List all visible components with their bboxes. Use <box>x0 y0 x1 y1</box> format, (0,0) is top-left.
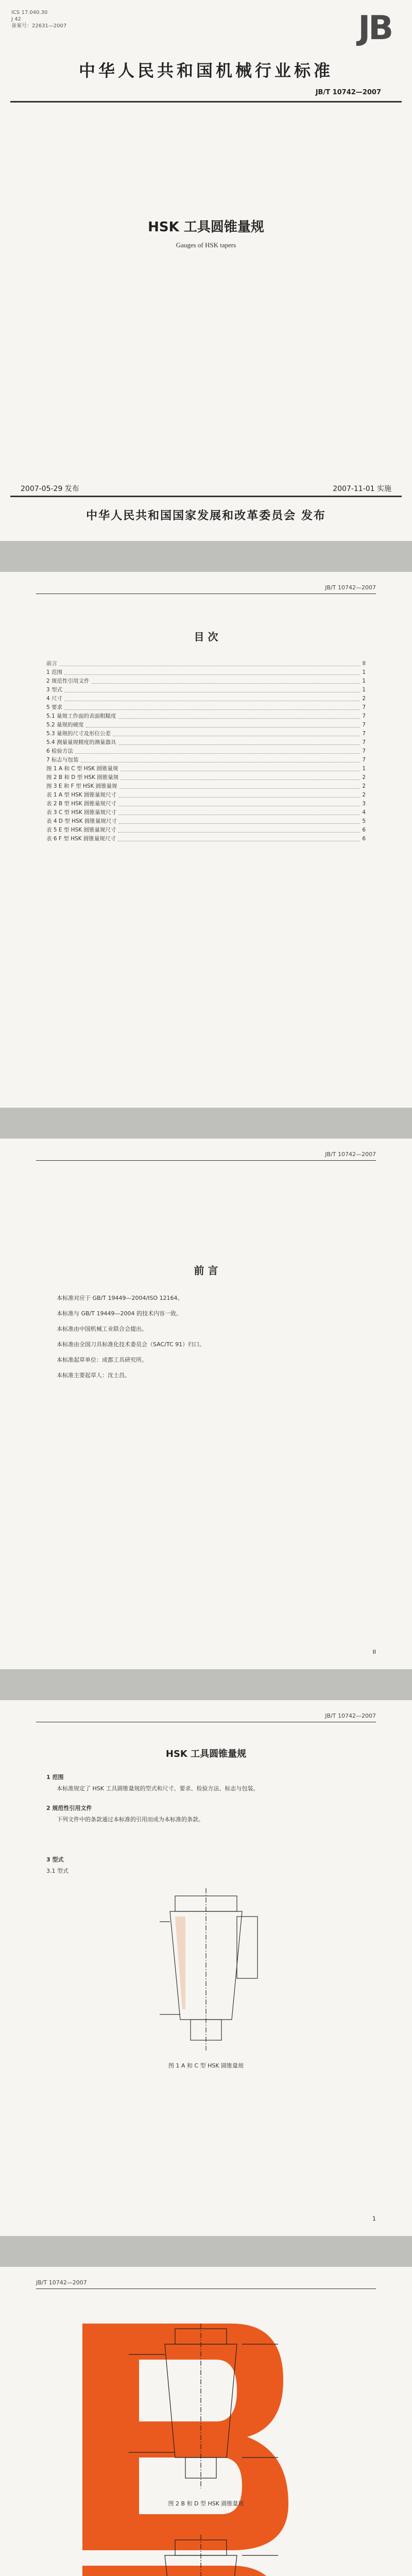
toc-page <box>0 572 412 1108</box>
figure-1-drawing <box>129 1886 283 2056</box>
toc-entry[interactable] <box>46 659 366 668</box>
toc-leader-dots <box>81 756 360 762</box>
foreword-para: 本标准主要起草人：沈士昌。 <box>57 1372 130 1379</box>
toc-entry[interactable] <box>46 808 366 817</box>
toc-entry[interactable] <box>46 826 366 835</box>
toc-entry[interactable] <box>46 765 366 773</box>
toc-entry-title: 2 规范性引用文件 <box>46 678 90 684</box>
toc-entry-page: 7 <box>362 739 366 745</box>
figure-1-caption: 图 1 A 和 C 型 HSK 圆锥量规 <box>168 2062 244 2069</box>
cover-std-no: JB/T 10742—2007 <box>315 89 381 96</box>
toc-entry-page: 7 <box>362 731 366 737</box>
toc-leader-dots <box>119 782 360 789</box>
cover-page <box>0 0 412 541</box>
toc-leader-dots <box>86 721 360 727</box>
toc-entry-page: 7 <box>362 722 366 728</box>
toc-entry[interactable] <box>46 703 366 712</box>
toc-entry-page: II <box>362 660 366 667</box>
page-gap <box>0 1108 412 1139</box>
page-gap <box>0 2236 412 2267</box>
toc-entry-title: 图 3 E 和 F 型 HSK 圆锥量规 <box>46 783 117 789</box>
toc-entry[interactable] <box>46 712 366 721</box>
toc-entry-page: 1 <box>362 669 366 675</box>
toc-list <box>46 659 366 843</box>
toc-entry-page: 6 <box>362 827 366 833</box>
toc-entry-title: 5.4 测量量规精度的测量器具 <box>46 739 116 745</box>
toc-entry[interactable] <box>46 721 366 730</box>
toc-entry[interactable] <box>46 738 366 747</box>
meta-line: 备案号：22631—2007 <box>11 23 67 29</box>
toc-entry[interactable] <box>46 747 366 756</box>
figure-2-drawing <box>113 2324 299 2494</box>
toc-leader-dots <box>118 800 360 806</box>
s2-title: 2 规范性引用文件 <box>46 1805 92 1811</box>
toc-entry-title: 表 2 B 型 HSK 圆锥量规尺寸 <box>46 801 117 807</box>
toc-entry-page: 7 <box>362 757 366 763</box>
toc-entry-title: 表 1 A 型 HSK 圆锥量规尺寸 <box>46 792 116 798</box>
toc-entry[interactable] <box>46 730 366 738</box>
toc-entry[interactable] <box>46 817 366 826</box>
toc-entry-page: 5 <box>362 818 366 824</box>
meta-line: J 42 <box>11 16 21 22</box>
toc-entry-page: 6 <box>362 836 366 842</box>
toc-leader-dots <box>118 791 360 798</box>
s3-1: 3.1 型式 <box>46 1868 68 1874</box>
foreword-para: 本标准与 GB/T 19449—2004 的技术内容一致。 <box>57 1310 182 1317</box>
toc-leader-dots <box>64 703 360 710</box>
toc-entry-title: 5.1 量规工作面的表面粗糙度 <box>46 713 116 719</box>
toc-leader-dots <box>75 747 360 754</box>
toc-entry-title: 5.3 量规的尺寸及形位公差 <box>46 731 111 737</box>
toc-entry[interactable] <box>46 800 366 808</box>
toc-entry[interactable] <box>46 677 366 686</box>
toc-entry-title: 1 范围 <box>46 669 63 675</box>
header-std-no: JB/T 10742—2007 <box>325 584 376 591</box>
toc-leader-dots <box>121 765 360 771</box>
toc-entry[interactable] <box>46 773 366 782</box>
header-std-no: JB/T 10742—2007 <box>325 1151 376 1158</box>
cover-title: 中华人民共和国机械行业标准 <box>78 61 333 80</box>
toc-leader-dots <box>64 686 360 692</box>
toc-leader-dots <box>118 826 360 833</box>
figure-3-drawing <box>113 2535 299 2576</box>
toc-entry-page: 2 <box>362 792 366 798</box>
toc-entry[interactable] <box>46 835 366 843</box>
toc-entry-title: 7 标志与包装 <box>46 757 79 763</box>
toc-entry-title: 表 3 C 型 HSK 圆锥量规尺寸 <box>46 809 117 816</box>
toc-entry-title: 图 2 B 和 D 型 HSK 圆锥量规 <box>46 774 119 781</box>
toc-entry[interactable] <box>46 756 366 765</box>
toc-entry-title: 表 5 E 型 HSK 圆锥量规尺寸 <box>46 827 116 833</box>
page-gap <box>0 541 412 572</box>
toc-entry-title: 表 4 D 型 HSK 圆锥量规尺寸 <box>46 818 117 824</box>
doc-title: HSK 工具圆锥量规 <box>148 219 264 235</box>
page-gap <box>0 1669 412 1700</box>
toc-leader-dots <box>59 659 360 666</box>
toc-entry[interactable] <box>46 791 366 800</box>
published-date: 2007-05-29 发布 <box>21 485 79 493</box>
foreword-heading: 前 言 <box>194 1264 218 1277</box>
toc-entry-page: 1 <box>362 678 366 684</box>
s3-title: 3 型式 <box>46 1856 64 1863</box>
s2-text: 下列文件中的条款通过本标准的引用而成为本标准的条款。 <box>57 1816 204 1823</box>
toc-heading: 目 次 <box>194 631 218 643</box>
toc-entry-page: 7 <box>362 748 366 754</box>
doc-title-en: Gauges of HSK tapers <box>176 241 236 249</box>
foreword-page <box>0 1139 412 1669</box>
page-number: II <box>372 1649 376 1655</box>
foreword-para: 本标准起草单位：成都工具研究所。 <box>57 1357 147 1363</box>
foreword-para: 本标准由中国机械工业联合会提出。 <box>57 1326 147 1332</box>
figures-page <box>0 2267 412 2576</box>
toc-entry-page: 2 <box>362 774 366 781</box>
toc-entry-title: 表 6 F 型 HSK 圆锥量规尺寸 <box>46 836 116 842</box>
header-std-no: JB/T 10742—2007 <box>325 1713 376 1719</box>
meta-line: ICS 17.040.30 <box>11 10 48 15</box>
toc-entry-title: 6 检验方法 <box>46 748 74 754</box>
toc-entry[interactable] <box>46 686 366 694</box>
toc-entry-page: 4 <box>362 809 366 816</box>
section-heading: HSK 工具圆锥量规 <box>165 1749 247 1759</box>
toc-entry-title: 4 尺寸 <box>46 696 63 702</box>
toc-entry[interactable] <box>46 694 366 703</box>
toc-entry-title: 5 要求 <box>46 704 63 710</box>
toc-leader-dots <box>121 773 360 780</box>
toc-entry-page: 1 <box>362 766 366 772</box>
toc-leader-dots <box>118 808 360 815</box>
foreword-para: 本标准对应于 GB/T 19449—2004/ISO 12164。 <box>57 1295 183 1301</box>
toc-leader-dots <box>113 730 360 736</box>
toc-leader-dots <box>64 668 360 675</box>
toc-entry[interactable] <box>46 668 366 677</box>
toc-entry-page: 2 <box>362 783 366 789</box>
section1-page <box>0 1700 412 2236</box>
figure-2-caption: 图 2 B 和 D 型 HSK 圆锥量规 <box>168 2500 244 2507</box>
toc-leader-dots <box>118 835 360 841</box>
toc-entry-page: 7 <box>362 704 366 710</box>
toc-entry-page: 2 <box>362 696 366 702</box>
toc-leader-dots <box>118 712 360 719</box>
s1-title: 1 范围 <box>46 1774 64 1781</box>
jb-logo: JB <box>358 9 391 47</box>
page-number: 1 <box>372 2215 376 2222</box>
cover-rule-top <box>10 101 402 103</box>
s1-text: 本标准规定了 HSK 工具圆锥量规的型式和尺寸、要求、检验方法、标志与包装。 <box>57 1785 259 1792</box>
toc-entry-page: 3 <box>362 801 366 807</box>
toc-entry-page: 7 <box>362 713 366 719</box>
header-rule <box>36 1160 376 1161</box>
toc-entry-title: 5.2 量规的硬度 <box>46 722 84 728</box>
toc-entry-page: 1 <box>362 687 366 693</box>
cover-rule-bottom <box>10 496 402 497</box>
cover-meta <box>11 9 66 29</box>
toc-entry[interactable] <box>46 782 366 791</box>
foreword-para: 本标准由全国刀具标准化技术委员会（SAC/TC 91）归口。 <box>57 1341 205 1348</box>
toc-leader-dots <box>118 738 360 745</box>
header-std-no: JB/T 10742—2007 <box>36 2279 87 2286</box>
toc-leader-dots <box>119 817 360 824</box>
issuer: 中华人民共和国国家发展和改革委员会 发布 <box>86 510 326 522</box>
toc-entry-title: 3 型式 <box>46 687 63 693</box>
implemented-date: 2007-11-01 实施 <box>333 485 391 493</box>
toc-leader-dots <box>64 694 360 701</box>
toc-entry-title: 图 1 A 和 C 型 HSK 圆锥量规 <box>46 766 118 772</box>
toc-leader-dots <box>92 677 360 684</box>
toc-entry-title: 前言 <box>46 660 57 667</box>
